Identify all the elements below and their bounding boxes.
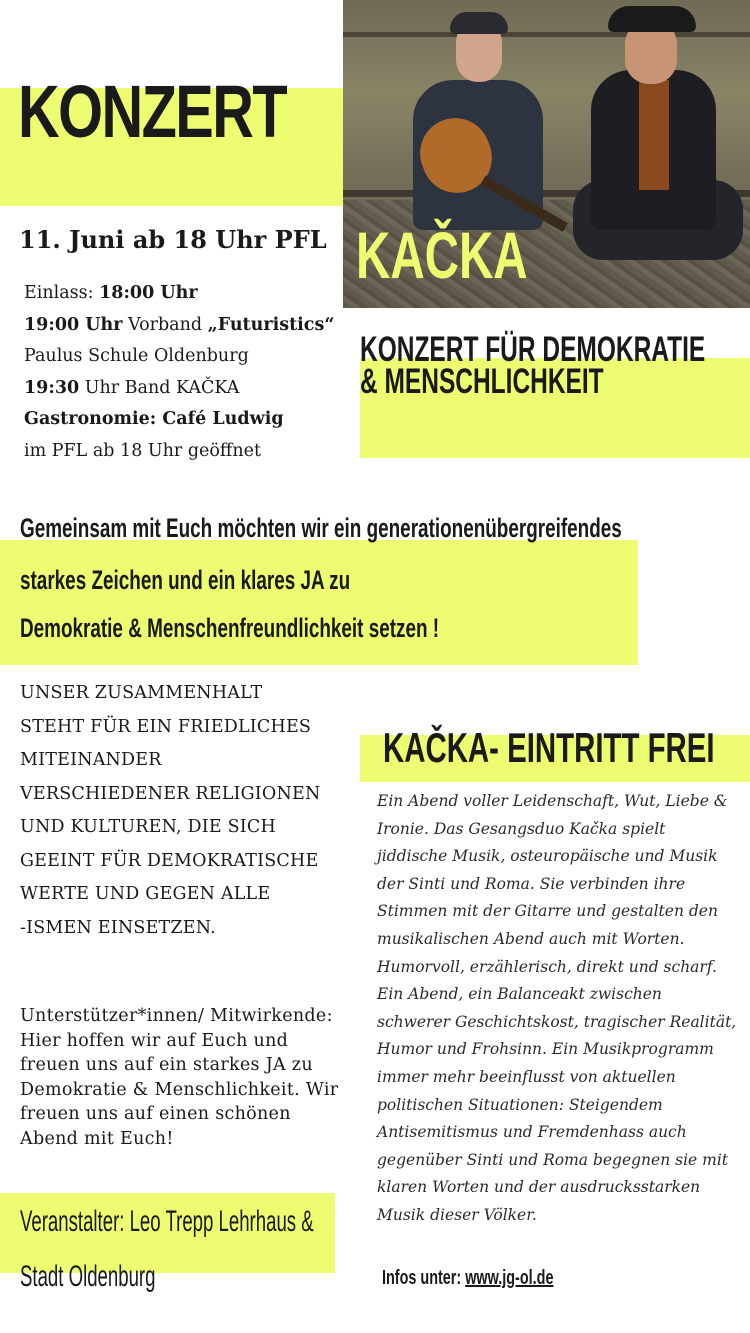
band-time-line: 19:30 Uhr Band KAČKA xyxy=(24,377,240,398)
statement-highlight xyxy=(0,540,638,665)
band-name: KAČKA xyxy=(356,218,528,292)
concert-subtitle: KONZERT FÜR DEMOKRATIE & MENSCHLICHKEIT xyxy=(360,330,706,401)
statement-line-3: Demokratie & Menschenfreundlichkeit setzen ! xyxy=(20,613,440,643)
solidarity-text: UNSER ZUSAMMENHALT STEHT FÜR EIN FRIEDLICHES MITEINANDER VERSCHIEDENER RELIGIONEN UND KULTUREN, DIE SICH GEEINT FÜR DEMOKRATISCHE WERTE UND GEGEN ALLE -ISMEN EINSETZEN. xyxy=(20,683,321,938)
venue-line: Paulus Schule Oldenburg xyxy=(24,346,249,366)
opening-line: im PFL ab 18 Uhr geöffnet xyxy=(24,440,262,461)
admission-heading: KAČKA- EINTRITT FREI xyxy=(383,724,715,771)
website-link[interactable]: www.jg-ol.de xyxy=(465,1267,554,1289)
event-details xyxy=(24,278,334,467)
date-line: 11. Juni ab 18 Uhr PFL xyxy=(19,225,327,254)
vorband-line: 19:00 Uhr Vorband „Futuristics“ xyxy=(24,314,335,335)
einlass-line: Einlass: 18:00 Uhr xyxy=(24,283,198,303)
infos-label: Infos unter: xyxy=(382,1267,466,1289)
band-description: Ein Abend voller Leidenschaft, Wut, Liebe & Ironie. Das Gesangsduo Kačka spielt jiddische Musik, osteuropäische und Musik der Sinti und Roma. Sie verbinden ihre Stimmen mit der Gitarre und gestalten den musikalischen Abend auch mit Worten. Humorvoll, erzählerisch, direkt und scharf. Ein Abend, ein Balanceakt zwischen schwerer Geschichtskost, tragischer Realität, Humor und Frohsinn. Ein Musikprogramm immer mehr beeinflusst von aktuellen politischen Situationen: Steigendem Antisemitismus und Fremdenhass auch gegenüber Sinti und Roma begegnen sie mit klaren Worten und der ausdrucksstarken Musik dieser Völker. xyxy=(377,792,737,1224)
organizer-line-2: Stadt Oldenburg xyxy=(20,1260,156,1293)
statement-line-1: Gemeinsam mit Euch möchten wir ein generationenübergreifendes xyxy=(20,513,622,543)
supporters-text: Unterstützer*innen/ Mitwirkende: Hier hoffen wir auf Euch und freuen uns auf ein starkes JA zu Demokratie & Menschlichkeit. Wir freuen uns auf einen schönen Abend mit Euch! xyxy=(20,1006,339,1149)
gastronomy-line: Gastronomie: Café Ludwig xyxy=(24,409,284,429)
konzert-title: KONZERT xyxy=(18,70,287,153)
organizer-line-1: Veranstalter: Leo Trepp Lehrhaus & xyxy=(20,1205,314,1238)
statement-line-2: starkes Zeichen und ein klares JA zu xyxy=(20,565,351,595)
infos-line xyxy=(382,1268,553,1288)
